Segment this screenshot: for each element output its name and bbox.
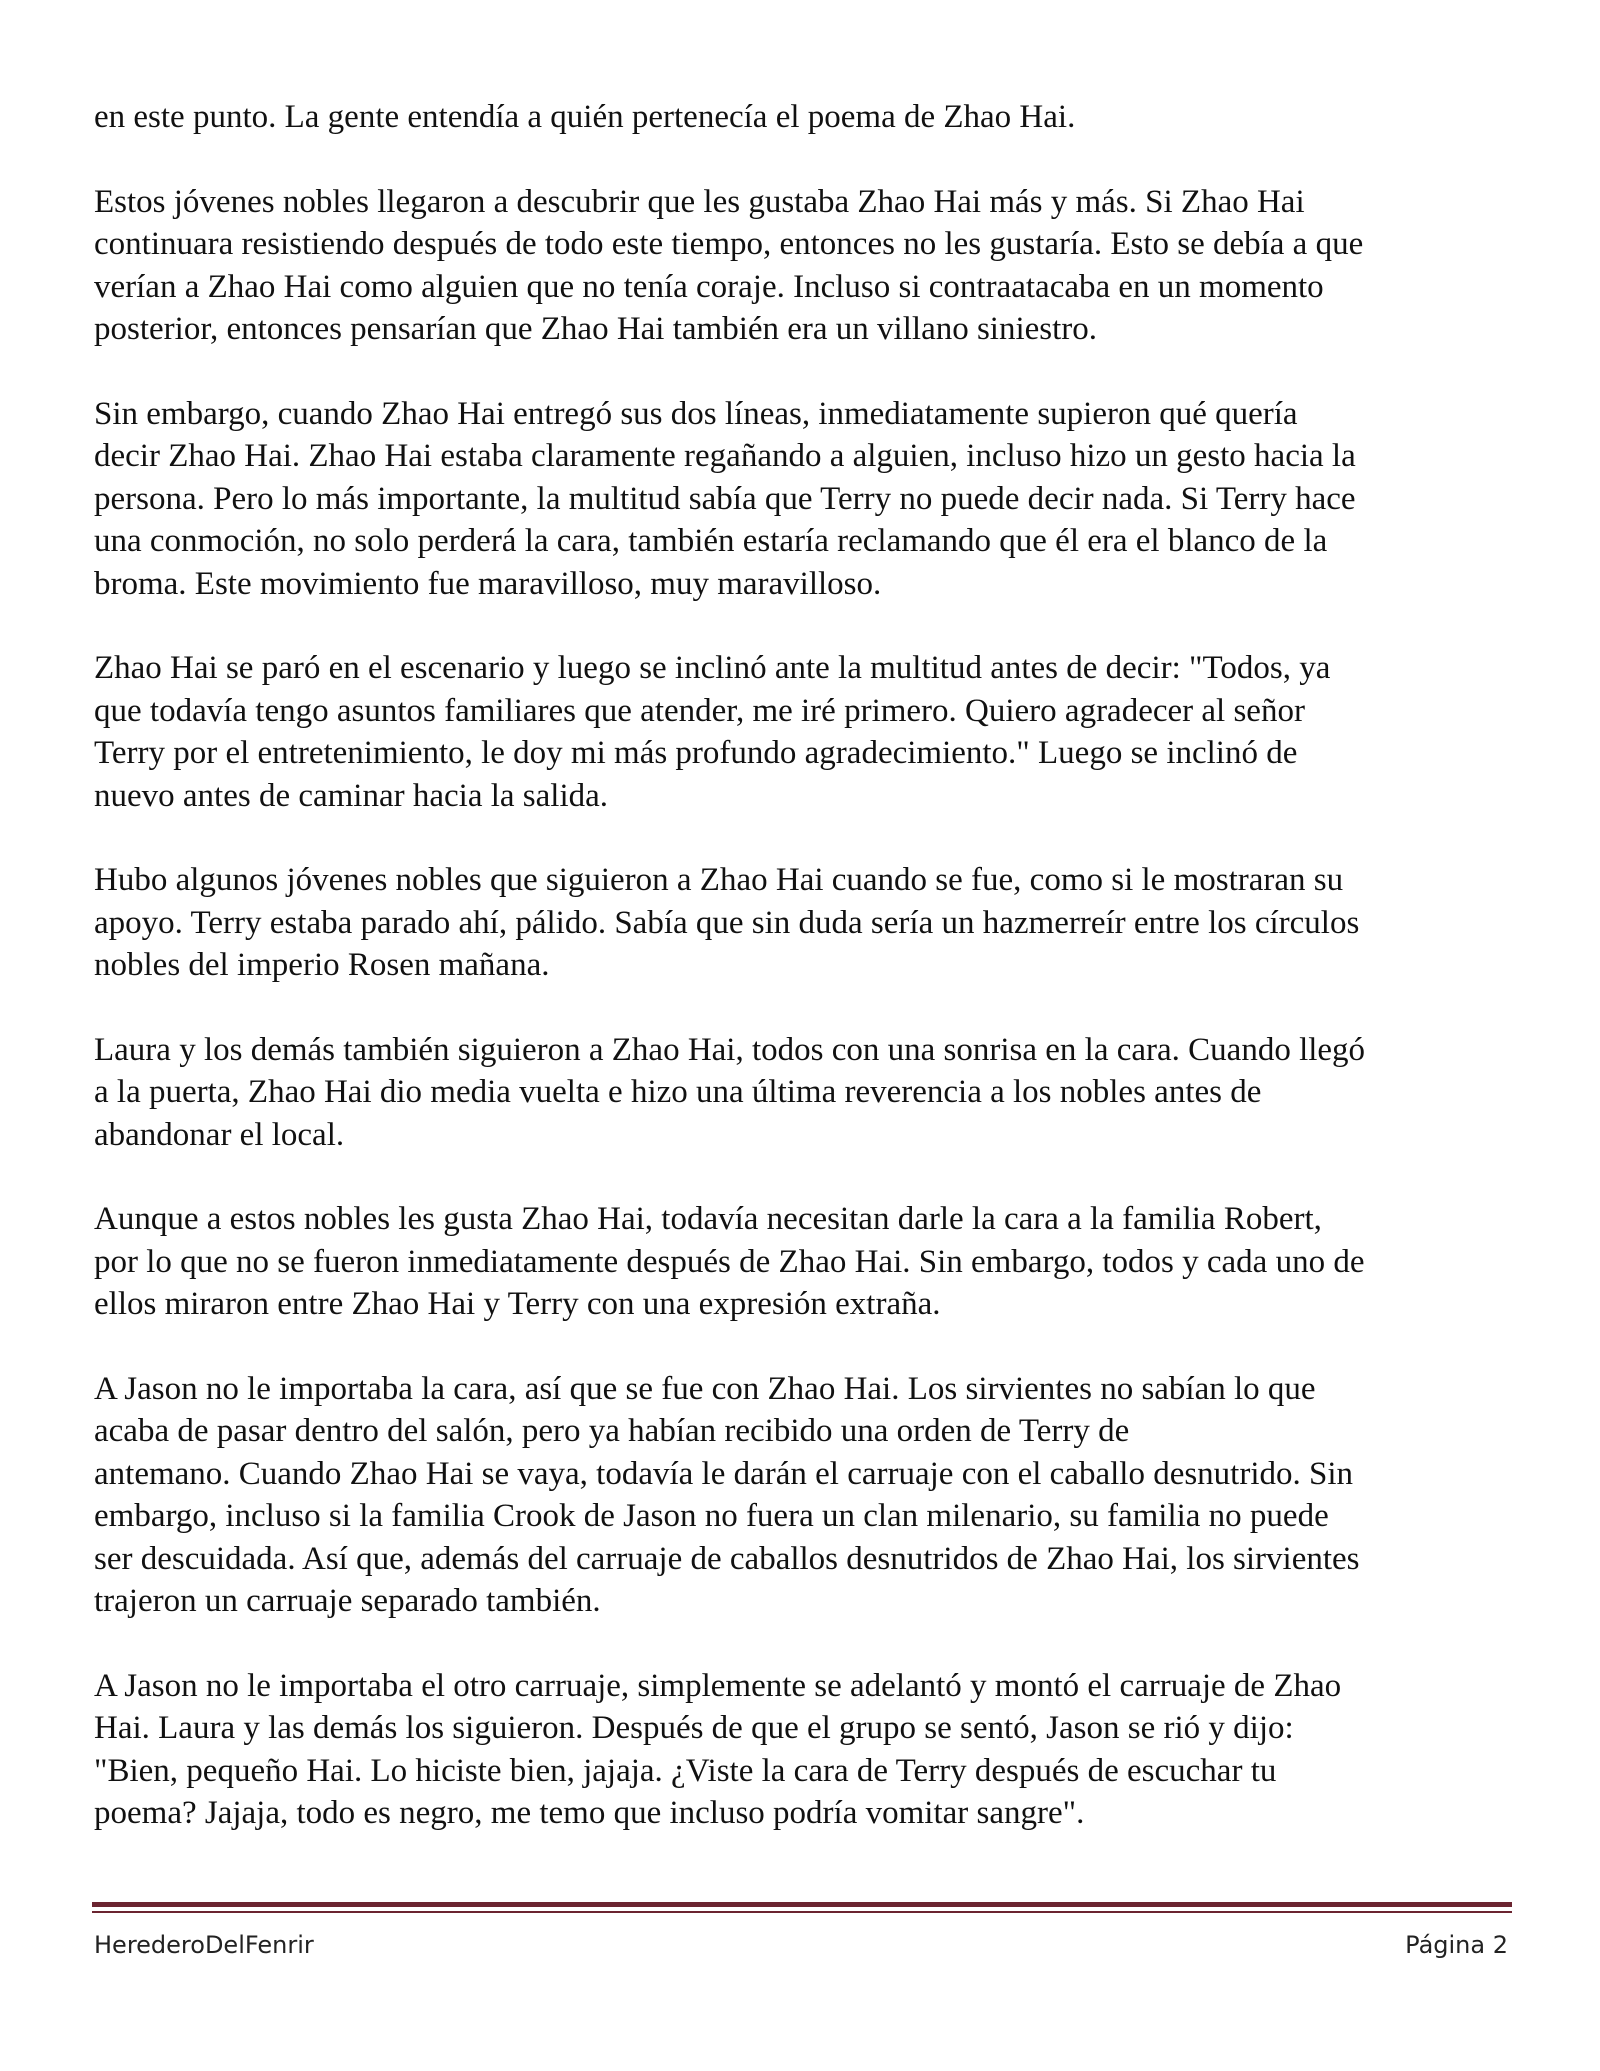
- footer-divider-thin: [92, 1911, 1512, 1913]
- footer-divider-thick: [92, 1902, 1512, 1907]
- paragraph: A Jason no le importaba la cara, así que se fue con Zhao Hai. Los sirvientes no sabían lo que acaba de pasar dentro del salón, pero ya habían recibido una orden de Terry de antemano. Cuando Zhao Hai se vaya, todavía le darán el carruaje con el caballo desnutrido. Sin embargo, incluso si la familia Crook de Jason no fuera un clan milenario, su familia no puede ser descuidada. Así que, además del carruaje de caballos desnutridos de Zhao Hai, los sirvientes trajeron un carruaje separado también.: [94, 1370, 1360, 1619]
- footer-page-number: Página 2: [1405, 1931, 1508, 1959]
- page-footer: [94, 1931, 1508, 1959]
- paragraph: Estos jóvenes nobles llegaron a descubrir que les gustaba Zhao Hai más y más. Si Zhao Hai continuara resistiendo después de todo este tiempo, entonces no les gustaría. Esto se debía a que verían a Zhao Hai como alguien que no tenía coraje. Incluso si contraatacaba en un momento posterior, entonces pensarían que Zhao Hai también era un villano siniestro.: [94, 183, 1364, 347]
- paragraph: Laura y los demás también siguieron a Zhao Hai, todos con una sonrisa en la cara. Cuando llegó a la puerta, Zhao Hai dio media vuelta e hizo una última reverencia a los nobles antes de abandonar el local.: [94, 1031, 1366, 1153]
- paragraph: en este punto. La gente entendía a quién pertenecía el poema de Zhao Hai.: [94, 99, 1076, 135]
- page-body: [94, 96, 1514, 1877]
- paragraph: Sin embargo, cuando Zhao Hai entregó sus dos líneas, inmediatamente supieron qué quería decir Zhao Hai. Zhao Hai estaba claramente regañando a alguien, incluso hizo un gesto hacia la persona. Pero lo más importante, la multitud sabía que Terry no puede decir nada. Si Terry hace una conmoción, no solo perderá la cara, también estaría reclamando que él era el blanco de la broma. Este movimiento fue maravilloso, muy maravilloso.: [94, 395, 1356, 602]
- paragraph: Hubo algunos jóvenes nobles que siguieron a Zhao Hai cuando se fue, como si le mostraran su apoyo. Terry estaba parado ahí, pálido. Sabía que sin duda sería un hazmerreír entre los círculos nobles del imperio Rosen mañana.: [94, 862, 1360, 983]
- paragraph: A Jason no le importaba el otro carruaje, simplemente se adelantó y montó el carruaje de Zhao Hai. Laura y las demás los siguieron. Después de que el grupo se sentó, Jason se rió y dijo: "Bien, pequeño Hai. Lo hiciste bien, jajaja. ¿Viste la cara de Terry después de escuchar tu poema? Jajaja, todo es negro, me temo que incluso podría vomitar sangre".: [94, 1667, 1342, 1831]
- paragraph: Zhao Hai se paró en el escenario y luego se inclinó ante la multitud antes de decir: "Todos, ya que todavía tengo asuntos familiares que atender, me iré primero. Quiero agradecer al señor Terry por el entretenimiento, le doy mi más profundo agradecimiento." Luego se inclinó de nuevo antes de caminar hacia la salida.: [94, 650, 1331, 814]
- footer-author: HerederoDelFenrir: [94, 1931, 314, 1959]
- paragraph: Aunque a estos nobles les gusta Zhao Hai, todavía necesitan darle la cara a la familia Robert, por lo que no se fueron inmediatamente después de Zhao Hai. Sin embargo, todos y cada uno de ellos miraron entre Zhao Hai y Terry con una expresión extraña.: [94, 1201, 1365, 1322]
